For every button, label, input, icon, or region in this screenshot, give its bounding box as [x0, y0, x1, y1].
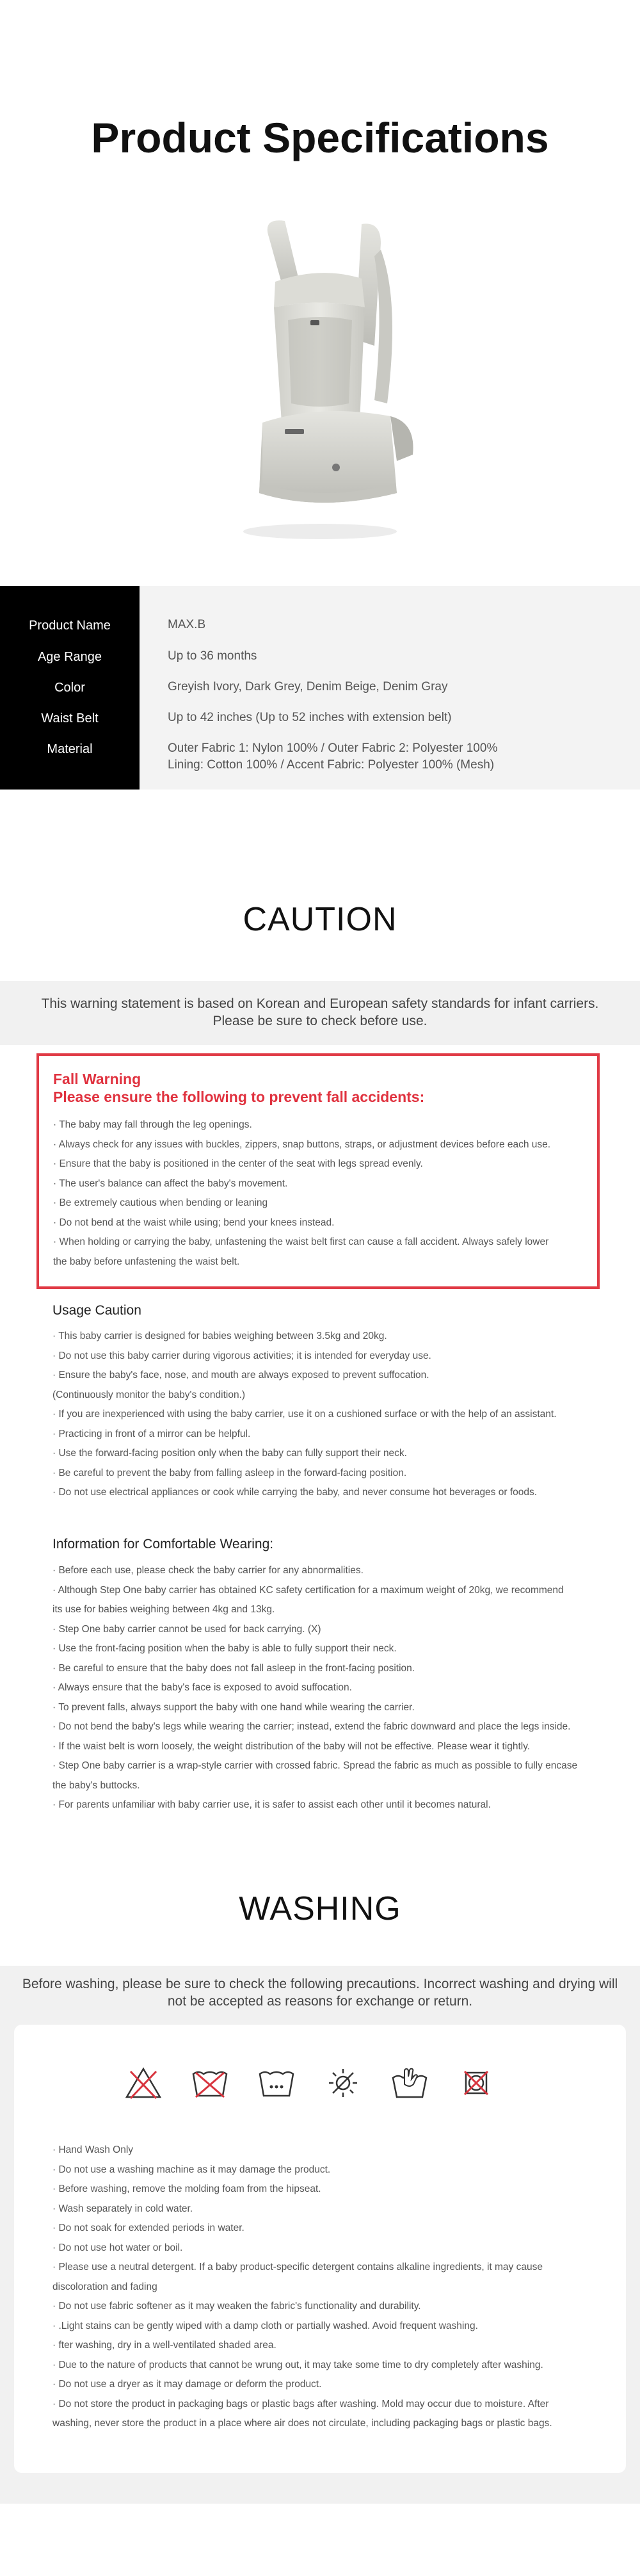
list-item: (Continuously monitor the baby's condition.): [52, 1389, 246, 1400]
fall-warning-subtitle: Please ensure the following to prevent fall accidents:: [53, 1089, 425, 1105]
list-item: · This baby carrier is designed for babies weighing between 3.5kg and 20kg.: [52, 1331, 387, 1341]
list-item: · Always check for any issues with buckles, zippers, snap buttons, straps, or adjustment devices before each use.: [53, 1138, 551, 1150]
spec-label-product-name: Product Name: [29, 619, 111, 633]
fall-warning-title: [53, 1070, 424, 1106]
usage-caution-list: [52, 1327, 557, 1503]
spec-value-material-line2: Lining: Cotton 100% / Accent Fabric: Polyester 100% (Mesh): [168, 758, 495, 772]
page-title: Product Specifications: [91, 114, 549, 161]
no-bleach-icon: [124, 2065, 163, 2101]
list-item: · Practicing in front of a mirror can be helpful.: [52, 1428, 251, 1439]
caution-heading: CAUTION: [243, 901, 397, 938]
caution-notice-line1: This warning statement is based on Korean and European safety standards for infant carriers.: [41, 996, 599, 1011]
spec-label-waist-belt: Waist Belt: [41, 711, 99, 725]
list-item: · Do not use fabric softener as it may weaken the fabric's functionality and durability.: [52, 2301, 421, 2312]
list-item: · Before each use, please check the baby carrier for any abnormalities.: [52, 1565, 364, 1576]
caution-notice: [0, 981, 640, 1045]
list-item: · Do not use a washing machine as it may damage the product.: [52, 2164, 331, 2175]
no-dry-sun-icon: [324, 2065, 362, 2101]
list-item: · Be careful to ensure that the baby does not fall asleep in the front-facing position.: [52, 1662, 415, 1674]
list-item: · To prevent falls, always support the baby with one hand while wearing the carrier.: [52, 1701, 415, 1713]
spec-value-waist-belt: Up to 42 inches (Up to 52 inches with extension belt): [168, 711, 452, 724]
list-item: · Due to the nature of products that cannot be wrung out, it may take some time to dry completely after washing.: [52, 2359, 543, 2370]
fall-warning-box: [36, 1053, 600, 1289]
specifications-table: [0, 586, 640, 790]
list-item: · If the waist belt is worn loosely, the weight distribution of the baby will not be effective. Please wear it tightly.: [52, 1740, 531, 1752]
caution-notice-line2: Please be sure to check before use.: [212, 1014, 428, 1028]
no-tumble-wash-icon: [191, 2065, 229, 2101]
list-item: · Step One baby carrier cannot be used for back carrying. (X): [52, 1623, 321, 1635]
list-item: washing, never store the product in a place where air does not circulate, including packaging bags or plastic bags.: [52, 2418, 552, 2429]
list-item: · Step One baby carrier is a wrap-style carrier with crossed fabric. Spread the fabric as much as possible to fully encase: [52, 1760, 578, 1771]
list-item: · Be extremely cautious when bending or leaning: [53, 1197, 268, 1208]
list-item: · Do not use hot water or boil.: [52, 2242, 183, 2253]
list-item: · Hand Wash Only: [52, 2144, 134, 2155]
list-item: · Although Step One baby carrier has obtained KC safety certification for a maximum weight of 20kg, we recommend: [52, 1584, 564, 1596]
list-item: discoloration and fading: [52, 2281, 157, 2292]
list-item: · Wash separately in cold water.: [52, 2203, 193, 2214]
washing-heading: WASHING: [239, 1890, 401, 1927]
list-item: its use for babies weighing between 4kg and 13kg.: [52, 1604, 275, 1615]
spec-value-age-range: Up to 36 months: [168, 649, 257, 663]
spec-label-material: Material: [47, 742, 93, 756]
list-item: · Be careful to prevent the baby from falling asleep in the forward-facing position.: [52, 1467, 407, 1478]
washing-notice-line1: Before washing, please be sure to check the following precautions. Incorrect washing and drying will: [22, 1977, 618, 1991]
spec-label-color: Color: [54, 681, 85, 695]
washing-notice: [0, 1975, 640, 2010]
list-item: · For parents unfamiliar with baby carrier use, it is safer to assist each other until it becomes natural.: [52, 1799, 491, 1810]
spec-value-color: Greyish Ivory, Dark Grey, Denim Beige, Denim Gray: [168, 680, 448, 693]
list-item: · Use the front-facing position when the baby is able to fully support their neck.: [52, 1643, 397, 1654]
comfort-info-title: Information for Comfortable Wearing:: [52, 1537, 274, 1551]
wash-30-icon: [257, 2065, 296, 2101]
list-item: · The user's balance can affect the baby's movement.: [53, 1178, 288, 1189]
list-item: · Do not use this baby carrier during vigorous activities; it is intended for everyday use.: [52, 1350, 431, 1361]
spec-value-material: Outer Fabric 1: Nylon 100% / Outer Fabric 2: Polyester 100%: [168, 741, 498, 755]
no-tumble-dry-icon: [457, 2065, 495, 2101]
washing-instructions-list: [52, 2141, 552, 2434]
list-item: · fter washing, dry in a well-ventilated shaded area.: [52, 2340, 276, 2351]
list-item: · Do not use a dryer as it may damage or deform the product.: [52, 2379, 322, 2390]
list-item: · Do not bend at the waist while using; bend your knees instead.: [53, 1217, 335, 1228]
hand-wash-icon: [390, 2065, 429, 2101]
care-icons: [115, 2065, 525, 2103]
list-item: · Do not store the product in packaging bags or plastic bags after washing. Mold may occur due to moisture. After: [52, 2398, 549, 2410]
comfort-info-list: [52, 1561, 577, 1815]
spec-label-age-range: Age Range: [37, 650, 102, 664]
list-item: the baby's buttocks.: [52, 1779, 140, 1791]
list-item: · Before washing, remove the molding foam from the hipseat.: [52, 2183, 321, 2194]
list-item: · If you are inexperienced with using the baby carrier, use it on a cushioned surface or with the help of an assistant.: [52, 1409, 557, 1420]
product-image-baby-carrier: [224, 211, 416, 544]
usage-caution-title: Usage Caution: [52, 1303, 141, 1318]
list-item: · Do not bend the baby's legs while wearing the carrier; instead, extend the fabric downward and place the legs inside.: [52, 1721, 571, 1732]
list-item: · Do not soak for extended periods in water.: [52, 2223, 244, 2233]
list-item: the baby before unfastening the waist belt.: [53, 1256, 240, 1267]
list-item: · Please use a neutral detergent. If a baby product-specific detergent contains alkaline ingredients, it may cause: [52, 2262, 543, 2272]
list-item: · Use the forward-facing position only when the baby can fully support their neck.: [52, 1448, 407, 1459]
washing-notice-line2: not be accepted as reasons for exchange or return.: [167, 1994, 473, 2009]
list-item: · Always ensure that the baby's face is exposed to avoid suffocation.: [52, 1682, 352, 1693]
list-item: · Ensure the baby's face, nose, and mouth are always exposed to prevent suffocation.: [52, 1370, 429, 1381]
fall-warning-list: [53, 1115, 550, 1272]
list-item: · The baby may fall through the leg openings.: [53, 1119, 252, 1130]
fall-warning-heading: Fall Warning: [53, 1071, 141, 1087]
list-item: · .Light stains can be gently wiped with a damp cloth or partially washed. Avoid frequent washing.: [52, 2320, 478, 2331]
spec-value-product-name: MAX.B: [168, 618, 206, 631]
list-item: · Do not use electrical appliances or cook while carrying the baby, and never consume hot beverages or foods.: [52, 1487, 538, 1498]
list-item: · Ensure that the baby is positioned in the center of the seat with legs spread evenly.: [53, 1158, 423, 1169]
list-item: · When holding or carrying the baby, unfastening the waist belt first can cause a fall accident. Always safely lower: [53, 1236, 549, 1247]
